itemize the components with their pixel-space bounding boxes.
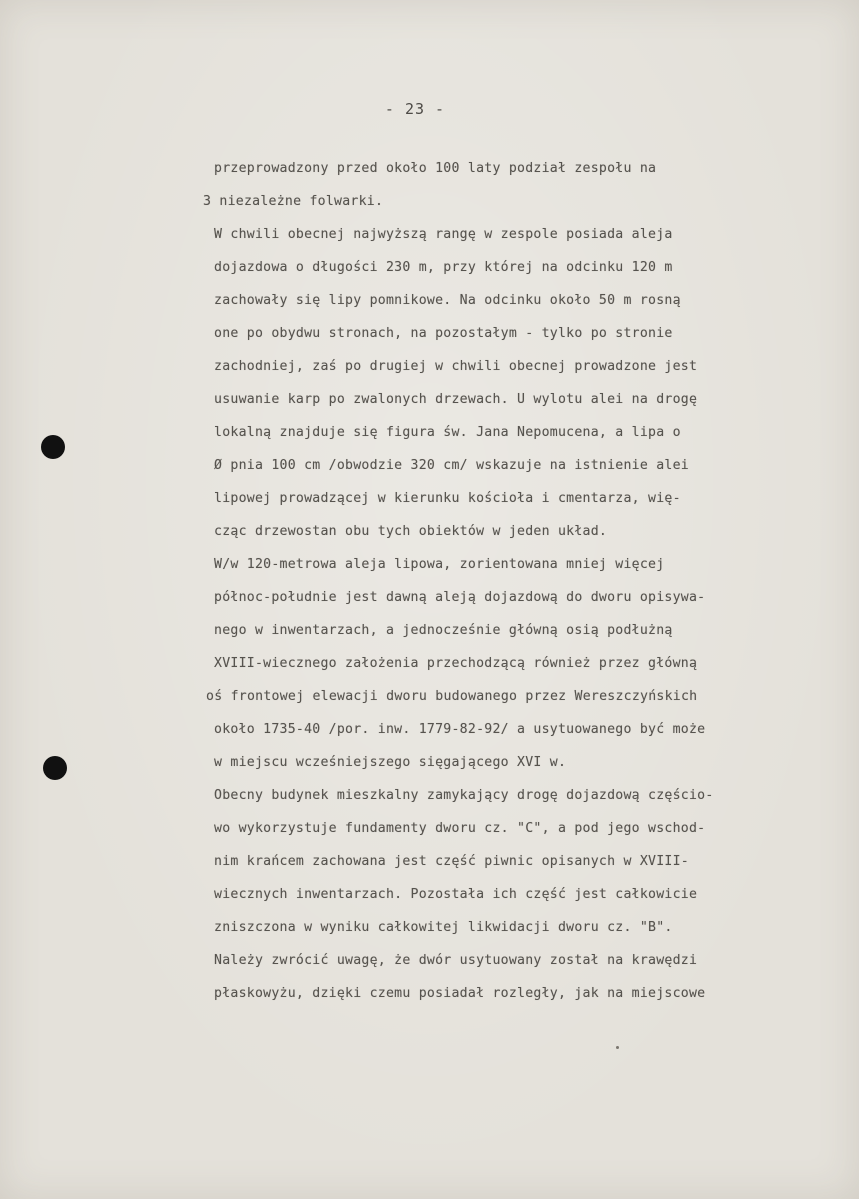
text-line-9: lokalną znajduje się figura św. Jana Nepomucena, a lipa o: [214, 425, 681, 440]
text-line-12: cząc drzewostan obu tych obiektów w jeden układ.: [214, 524, 608, 539]
text-line-8: usuwanie karp po zwalonych drzewach. U wylotu alei na drogę: [214, 392, 698, 407]
text-line-26: płaskowyżu, dzięki czemu posiadał rozległy, jak na miejscowe: [214, 986, 706, 1001]
text-line-10: Ø pnia 100 cm /obwodzie 320 cm/ wskazuje na istnienie alei: [214, 458, 689, 473]
text-line-1: przeprowadzony przed około 100 laty podział zespołu na: [214, 161, 657, 176]
text-line-15: nego w inwentarzach, a jednocześnie główną osią podłużną: [214, 623, 673, 638]
text-line-13: W/w 120-metrowa aleja lipowa, zorientowana mniej więcej: [214, 557, 665, 572]
text-line-18: około 1735-40 /por. inw. 1779-82-92/ a usytuowanego być może: [214, 722, 706, 737]
page-number: - 23 -: [384, 100, 446, 118]
text-line-25: Należy zwrócić uwagę, że dwór usytuowany został na krawędzi: [214, 953, 698, 968]
text-line-5: zachowały się lipy pomnikowe. Na odcinku około 50 m rosną: [214, 293, 681, 308]
text-line-7: zachodniej, zaś po drugiej w chwili obecnej prowadzone jest: [214, 359, 698, 374]
text-line-4: dojazdowa o długości 230 m, przy której na odcinku 120 m: [214, 260, 673, 275]
text-line-20: Obecny budynek mieszkalny zamykający drogę dojazdową częścio-: [214, 788, 714, 803]
text-line-11: lipowej prowadzącej w kierunku kościoła i cmentarza, wię-: [214, 491, 681, 506]
text-line-16: XVIII-wiecznego założenia przechodzącą również przez główną: [214, 656, 698, 671]
text-line-17: oś frontowej elewacji dworu budowanego przez Wereszczyńskich: [206, 689, 698, 704]
stray-ink-dot: [616, 1046, 619, 1049]
punch-hole-top: [41, 435, 65, 459]
text-line-23: wiecznych inwentarzach. Pozostała ich część jest całkowicie: [214, 887, 698, 902]
punch-hole-bottom: [43, 756, 67, 780]
text-line-22: nim krańcem zachowana jest część piwnic opisanych w XVIII-: [214, 854, 689, 869]
text-line-24: zniszczona w wyniku całkowitej likwidacji dworu cz. "B".: [214, 920, 673, 935]
text-line-14: północ-południe jest dawną aleją dojazdową do dworu opisywa-: [214, 590, 706, 605]
text-line-2: 3 niezależne folwarki.: [203, 194, 384, 209]
text-line-6: one po obydwu stronach, na pozostałym - tylko po stronie: [214, 326, 673, 341]
text-line-3: W chwili obecnej najwyższą rangę w zespole posiada aleja: [214, 227, 673, 242]
text-line-19: w miejscu wcześniejszego sięgającego XVI w.: [214, 755, 567, 770]
text-line-21: wo wykorzystuje fundamenty dworu cz. "C", a pod jego wschod-: [214, 821, 706, 836]
